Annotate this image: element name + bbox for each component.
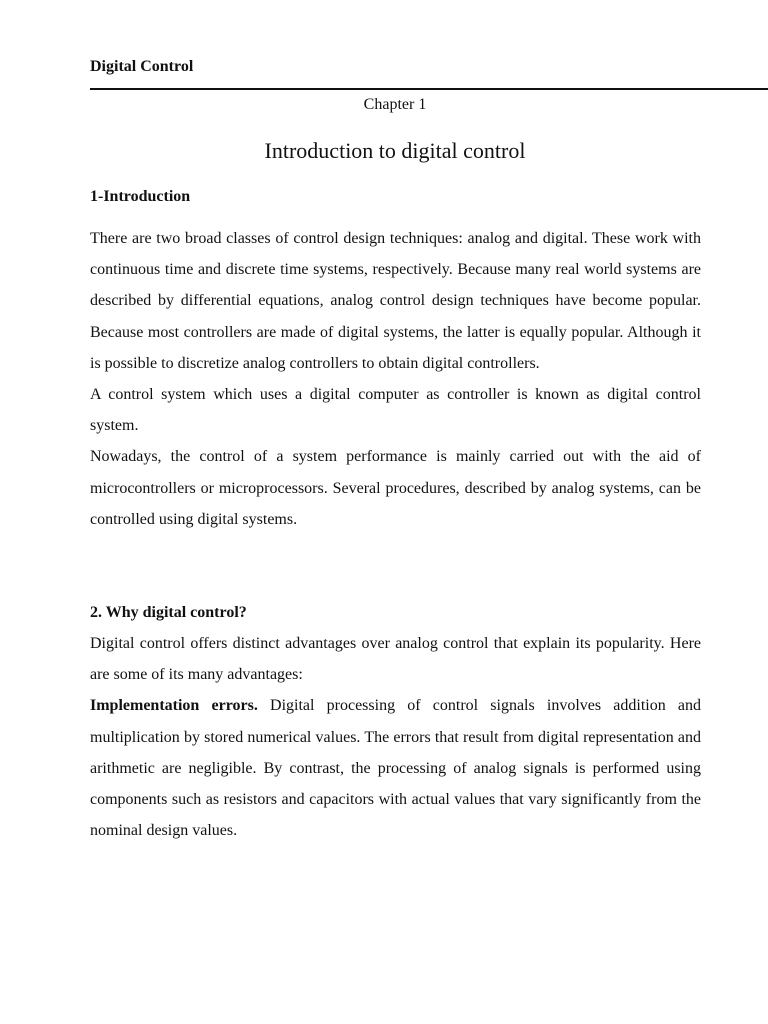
why-digital-control-body [90,628,701,846]
introduction-body [90,223,701,535]
paragraph: Nowadays, the control of a system performance is mainly carried out with the aid of microcontrollers or microprocessors. Several procedures, described by analog systems, can be controlled using digital systems. [90,448,701,528]
section-heading-introduction: 1-Introduction [90,188,191,205]
advantage-paragraph [90,690,701,846]
paragraph: There are two broad classes of control design techniques: analog and digital. These work with continuous time and discrete time systems, respectively. Because many real world systems are described by differential equations, analog control design techniques have become popular. Because most controllers are made of digital systems, the latter is equally popular. Although it is possible to discretize analog controllers to obtain digital controllers. [90,230,701,372]
paragraph: Digital control offers distinct advantages over analog control that explain its popularity. Here are some of its many advantages: [90,635,701,684]
header-rule [90,88,768,90]
running-header: Digital Control [90,58,194,75]
advantage-term: Implementation errors. [90,697,258,715]
paragraph: A control system which uses a digital computer as controller is known as digital control system. [90,386,701,435]
section-heading-why-digital-control: 2. Why digital control? [90,604,247,621]
chapter-title: Introduction to digital control [264,138,526,163]
chapter-label: Chapter 1 [363,96,427,113]
advantage-text: Digital processing of control signals involves addition and multiplication by stored numerical values. The errors that result from digital representation and arithmetic are negligible. By contrast, the processing of analog signals is performed using components such as resistors and capacitors with actual values that vary significantly from the nominal design values. [90,697,702,840]
